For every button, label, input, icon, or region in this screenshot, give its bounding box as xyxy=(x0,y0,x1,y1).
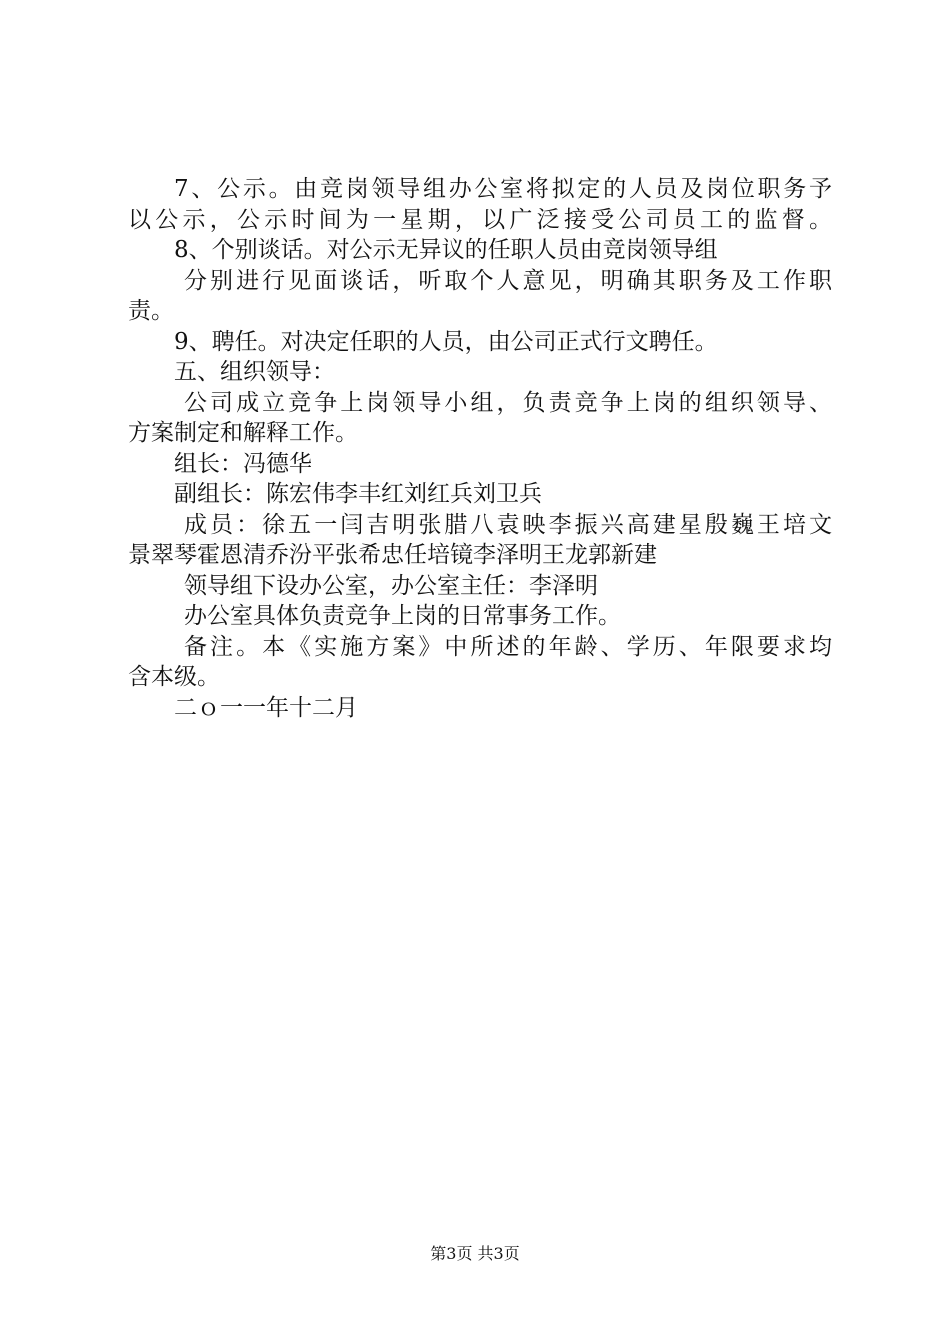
text-line: 成员：徐五一闫吉明张腊八袁映李振兴高建星殷巍王培文 xyxy=(184,511,832,538)
text-line: 9、聘任。对决定任职的人员，由公司正式行文聘任。 xyxy=(174,328,718,355)
text-line: 副组长：陈宏伟李丰红刘红兵刘卫兵 xyxy=(174,481,542,507)
text-line: 领导组下设办公室，办公室主任：李泽明 xyxy=(184,572,598,599)
text-line: 组长：冯德华 xyxy=(174,450,312,477)
text-line: 以公示，公示时间为一星期，以广泛接受公司员工的监督。 xyxy=(128,206,832,233)
section-heading: 五、组织领导： xyxy=(174,359,335,385)
text-line: 7、公示。由竞岗领导组办公室将拟定的人员及岗位职务予 xyxy=(174,176,832,202)
date-line: 二ｏ一一年十二月 xyxy=(174,694,358,721)
text-line: 备注。本《实施方案》中所述的年龄、学历、年限要求均 xyxy=(184,633,832,660)
text-line: 景翠琴霍恩清乔汾平张希忠任培镜李泽明王龙郭新建 xyxy=(128,542,657,568)
text-line: 办公室具体负责竞争上岗的日常事务工作。 xyxy=(184,603,621,629)
text-line: 公司成立竞争上岗领导小组，负责竞争上岗的组织领导、 xyxy=(184,389,832,416)
text-line: 8、个别谈话。对公示无异议的任职人员由竞岗领导组 xyxy=(174,237,718,263)
text-line: 分别进行见面谈话，听取个人意见，明确其职务及工作职 xyxy=(184,267,832,294)
page-number-footer: 第3页 共3页 xyxy=(430,1244,520,1263)
document-body xyxy=(128,174,832,723)
text-line: 责。 xyxy=(128,298,174,324)
text-line: 含本级。 xyxy=(128,664,220,690)
text-line: 方案制定和解释工作。 xyxy=(128,420,358,446)
